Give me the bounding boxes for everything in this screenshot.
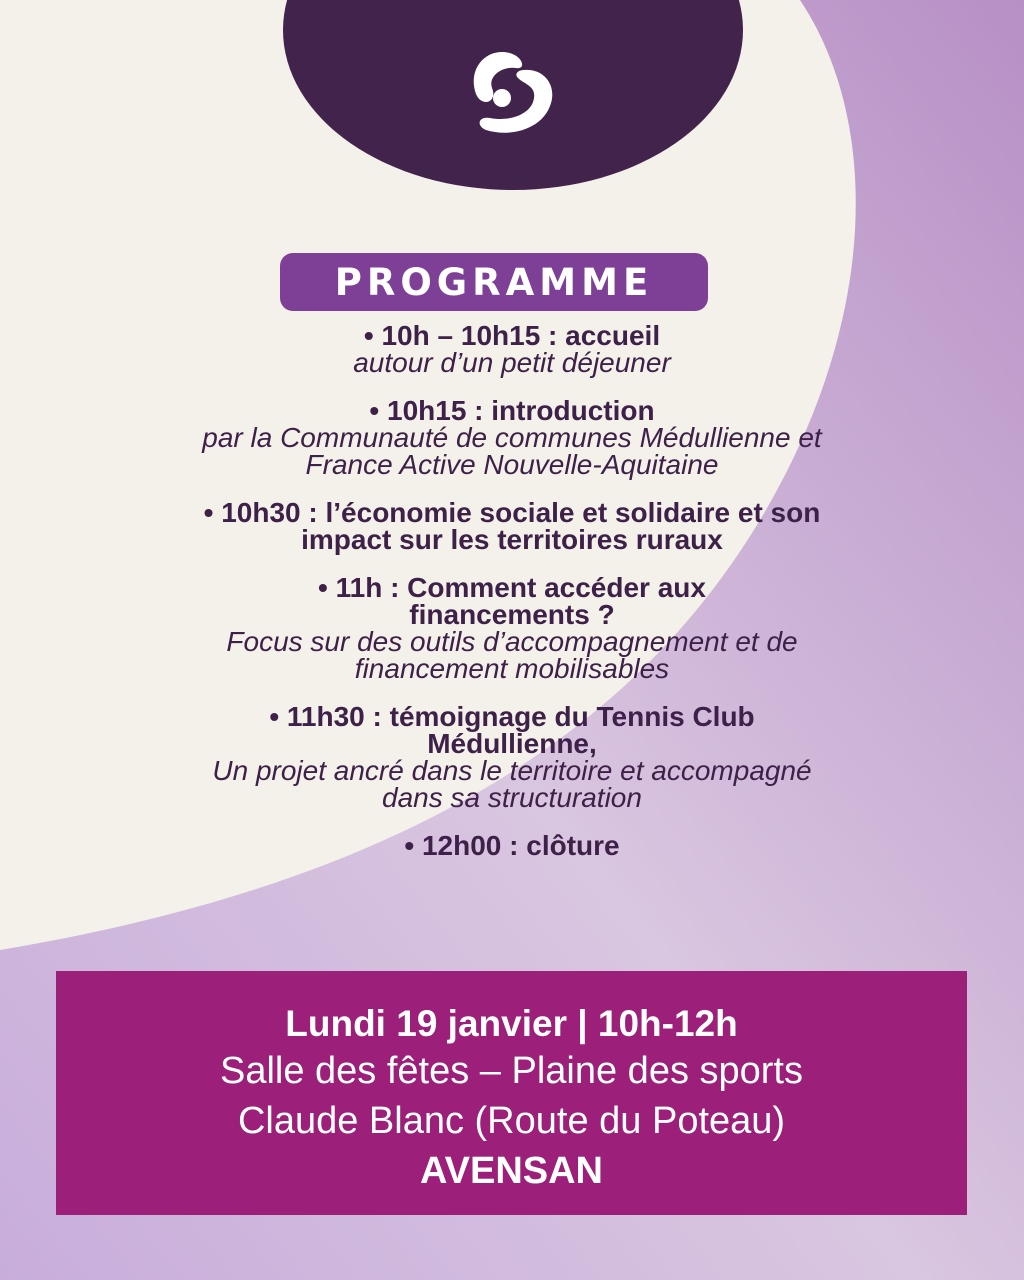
programme-item-desc: autour d’un petit déjeuner xyxy=(353,347,671,378)
programme-item xyxy=(140,322,884,376)
programme-item-title: • 10h30 : l’économie sociale et solidaire et son impact sur les territoires ruraux xyxy=(203,497,821,555)
programme-item-title: • 11h : Comment accéder aux financements ? xyxy=(318,572,706,630)
programme-item xyxy=(140,574,884,682)
programme-item-title: • 10h15 : introduction xyxy=(369,395,655,426)
programme-item-desc: Focus sur des outils d’accompagnement et de financement mobilisables xyxy=(226,626,798,684)
event-venue-line1: Salle des fêtes – Plaine des sports xyxy=(219,1050,803,1092)
programme-item xyxy=(140,397,884,478)
programme-item-title: • 11h30 : témoignage du Tennis Club Médullienne, xyxy=(269,701,755,759)
programme-item-title: • 10h – 10h15 : accueil xyxy=(363,320,661,351)
event-info-box xyxy=(56,971,967,1215)
event-city: AVENSAN xyxy=(420,1150,603,1192)
programme-item xyxy=(140,499,884,553)
programme-badge xyxy=(280,253,708,311)
programme-item-desc: Un projet ancré dans le territoire et accompagné dans sa structuration xyxy=(212,755,812,813)
programme-item xyxy=(140,703,884,811)
programme-item-title: • 12h00 : clôture xyxy=(404,830,620,861)
programme-title: PROGRAMME xyxy=(334,260,654,304)
event-venue-line2: Claude Blanc (Route du Poteau) xyxy=(237,1100,786,1142)
programme-item xyxy=(140,832,884,859)
programme-item-desc: par la Communauté de communes Médullienne et France Active Nouvelle-Aquitaine xyxy=(202,422,822,480)
swirl-logo-icon xyxy=(462,42,562,142)
programme-list xyxy=(140,322,884,880)
event-date-time: Lundi 19 janvier | 10h-12h xyxy=(285,1003,738,1044)
